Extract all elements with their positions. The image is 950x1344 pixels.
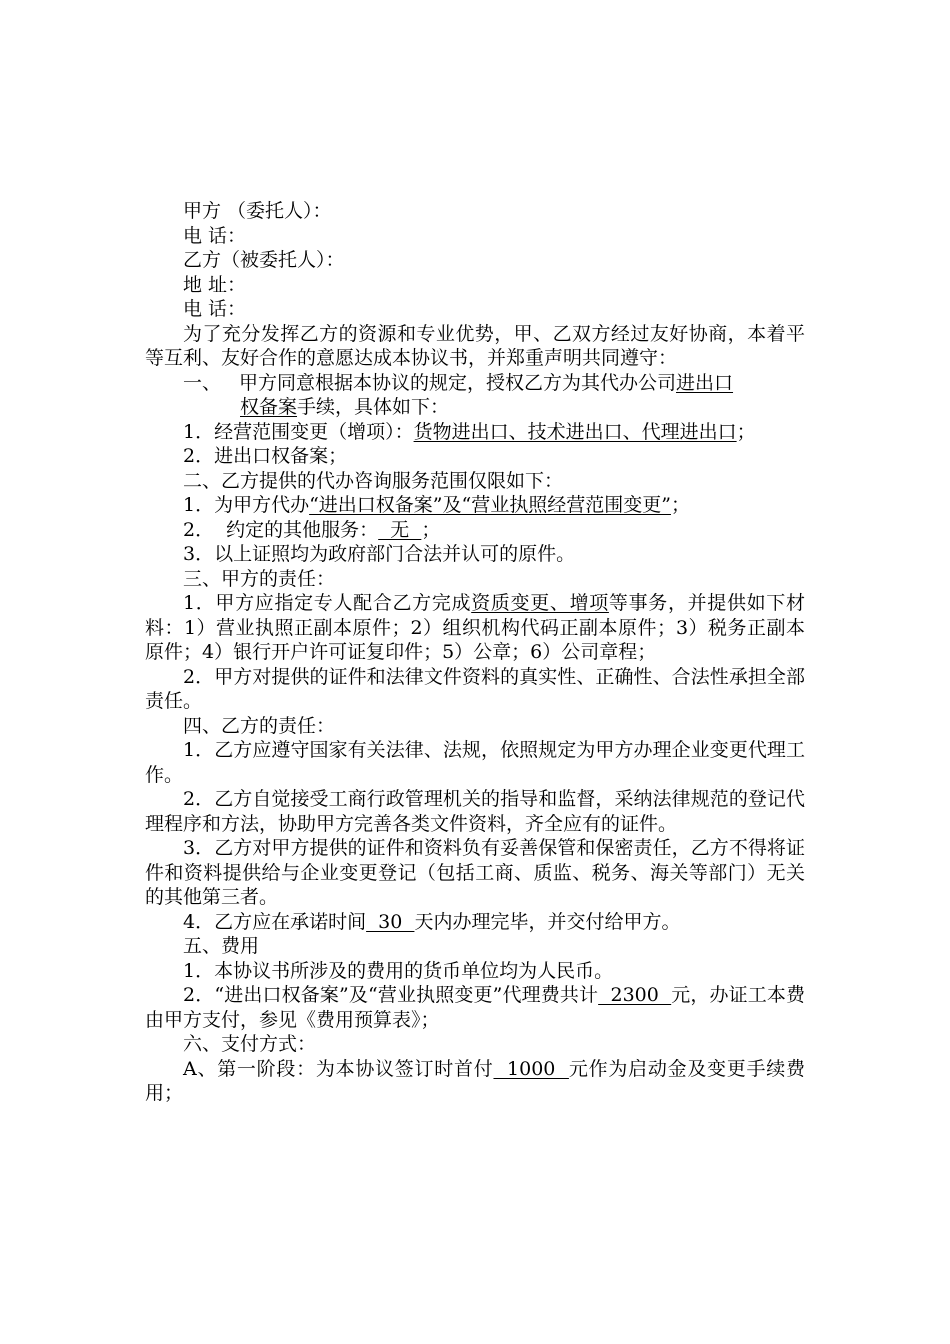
section-2-item-2-label: 2． 约定的其他服务：: [183, 518, 379, 541]
section-1-underlined-1: 进出口: [676, 371, 734, 394]
section-2-item-1-end: ；: [670, 494, 690, 516]
section-5-item-1: 1．本协议书所涉及的费用的货币单位均为人民币。: [183, 959, 614, 982]
section-5-item-2-label: 2．“进出口权备案”及“营业执照变更”代理费共计: [183, 984, 599, 1006]
section-4-item-2: 2．乙方自觉接受工商行政管理机关的指导和监督，采纳法律规范的登记代理程序和方法，协助甲方完善各类文件资料，齐全应有的证件。: [145, 788, 805, 835]
section-2-item-2-end: ；: [421, 518, 441, 541]
section-1-continuation: [145, 395, 805, 420]
section-4-item-4: [145, 910, 805, 935]
section-5-item-2-amount: 2300: [598, 984, 672, 1006]
section-3-item-1-materials: 等事务，并提供如下材料：1）营业执照正副本原件；2）组织机构代码正副本原件；3）税务正副本原件；4）银行开户许可证复印件；5）公章；6）公司章程；: [145, 592, 805, 663]
section-3-heading: 三、甲方的责任：: [183, 567, 336, 590]
section-1-text-end: 手续，具体如下：: [297, 396, 450, 418]
section-1-item-1-end: ；: [736, 420, 756, 443]
section-3-item-2: 2．甲方对提供的证件和法律文件资料的真实性、正确性、合法性承担全部责任。: [145, 665, 805, 712]
party-a-line: 甲方 （委托人）：: [183, 200, 332, 222]
party-a-phone: 电 话：: [183, 224, 247, 247]
section-4-item-3: 3．乙方对甲方提供的证件和资料负有妥善保管和保密责任，乙方不得将证件和资料提供给与企业变更登记（包括工商、质监、税务、海关等部门）无关的其他第三者。: [145, 837, 805, 908]
section-2-item-3: 3．以上证照均为政府部门合法并认可的原件。: [183, 543, 576, 565]
section-6-stage-a: [145, 1057, 805, 1106]
agreement-document: [145, 199, 805, 1106]
section-1-item-1-scope: 货物进出口、技术进出口、代理进出口: [413, 420, 737, 443]
section-2-item-2-value: 无: [378, 518, 422, 541]
section-1-text: 甲方同意根据本协议的规定，授权乙方为其代办公司: [239, 371, 677, 394]
section-1-item-1: [145, 420, 805, 445]
section-2-item-1: [145, 493, 805, 518]
section-2-item-1-services: “进出口权备案”及“营业执照经营范围变更”: [309, 494, 671, 516]
section-6-stage-a-label: A、第一阶段：为本协议签订时首付: [183, 1057, 494, 1080]
intro-paragraph: 为了充分发挥乙方的资源和专业优势，甲、乙双方经过友好协商，本着平等互利、友好合作的意愿达成本协议书，并郑重声明共同遵守：: [145, 322, 805, 369]
section-1-item-2: 2．进出口权备案；: [183, 445, 348, 467]
section-5-heading: 五、费用: [183, 935, 260, 957]
section-6-stage-a-amount: 1000: [493, 1057, 569, 1080]
section-2-item-1-label: 1．为甲方代办: [183, 494, 310, 516]
section-1-item-1-label: 1．经营范围变更（增项）：: [183, 420, 414, 443]
section-3-item-1-label: 1．甲方应指定专人配合乙方完成: [183, 592, 472, 614]
party-b-phone: 电 话：: [183, 298, 247, 320]
party-b-line: 乙方（被委托人）：: [183, 249, 345, 271]
section-3-item-1: [145, 591, 805, 665]
section-2-item-2: [145, 518, 805, 543]
section-2-heading: 二、乙方提供的代办咨询服务范围仅限如下：: [183, 469, 564, 492]
section-5-item-2: [145, 983, 805, 1032]
section-4-heading: 四、乙方的责任：: [183, 714, 336, 737]
section-1-underlined-2: 权备案: [240, 396, 298, 418]
section-3-item-1-underlined: 资质变更、增项: [471, 592, 609, 614]
section-4-item-4-end: 天内办理完毕，并交付给甲方。: [414, 910, 681, 933]
section-4-item-1: 1．乙方应遵守国家有关法律、法规，依照规定为甲方办理企业变更代理工作。: [145, 739, 805, 786]
section-6-heading: 六、支付方式：: [183, 1033, 317, 1055]
section-5-item-2-end: 元，办证工本费由甲方支付，参见《费用预算表》；: [145, 984, 805, 1031]
section-6-stage-a-end: 元作为启动金及变更手续费用；: [145, 1057, 805, 1104]
section-1-number: 一、: [183, 371, 222, 394]
party-b-address: 地 址：: [183, 273, 247, 296]
section-1-heading: [145, 371, 805, 396]
section-4-item-4-label: 4．乙方应在承诺时间: [183, 910, 367, 933]
section-4-item-4-days: 30: [366, 910, 415, 933]
